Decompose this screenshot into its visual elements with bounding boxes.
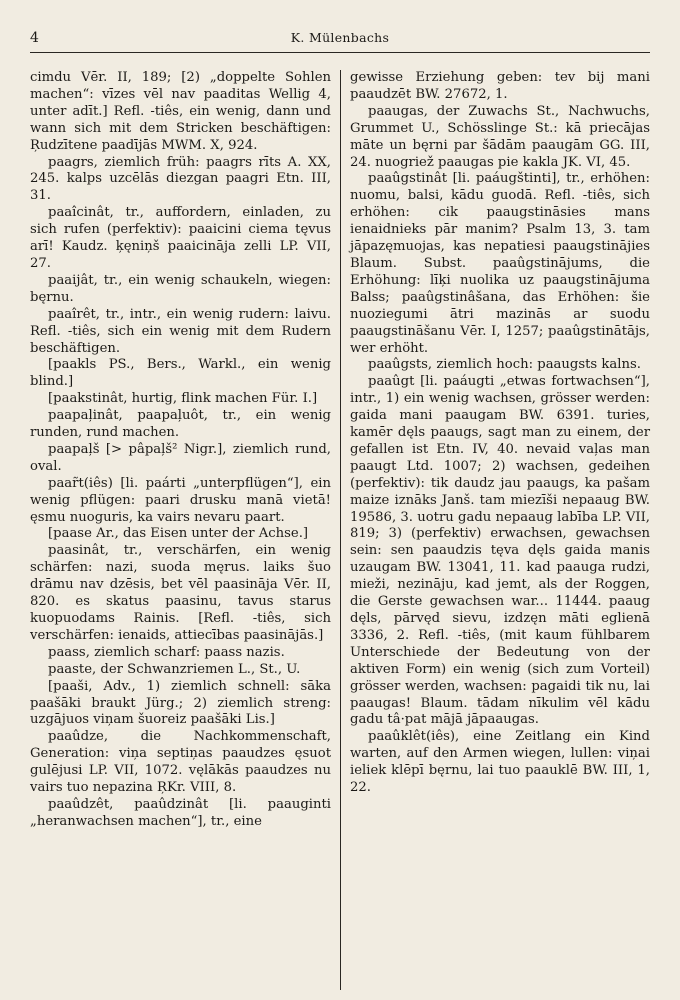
page-number: 4 xyxy=(30,30,39,46)
right-column xyxy=(340,70,650,990)
dictionary-entry: paaûgt [li. paáugti „etwas fortwachsen“], intr., 1) ein wenig wachsen, grösser werden: gaida mani paaugam BW. 6391. turies, kamēr dęls paaugs, sagt man zu einem, der gefallen ist Etn. IV, 40. nevaid vaļas man paaugt Ltd. 1007; 2) wachsen, gedeihen (perfektiv): tik daudz jau paaugs, ka pašam maize iznāks Janš. tam miezīši nepaaug BW. 19586, 3. uotru gadu nepaaug labība LP. VII, 819; 3) (perfektiv) erwachsen, gewachsen sein: sen paaudzis tęva dęls gaida manis uzaugam BW. 13041, 11. kad paauga rudzi, mieži, nezināju, kad jemt, als der Roggen, die Gerste gewachsen war... 11444. paaug dęls, pārvęd sievu, izdzęn māti eglienā 3336, 2. Refl. -tiês, (mit kaum fühlbarem Unterschiede der Bedeutung von der aktiven Form) ein wenig (sich zum Vorteil) grösser werden, wachsen: pagaidi tik nu, lai paaugas! Blaum. tādam nīkulim vēl kādu gadu tâ·pat mājā jāpaaugas. xyxy=(350,374,650,728)
dictionary-entry: paaste, der Schwanzriemen L., St., U. xyxy=(48,661,301,677)
dictionary-entry: paapaļš [> pâpaļš² Nigr.], ziemlich rund, oval. xyxy=(30,441,331,474)
page-header xyxy=(30,30,650,50)
dictionary-entry: paaûgstinât [li. paáugštinti], tr., erhöhen: nuomu, balsi, kādu guodā. Refl. -tiês, sich erhöhen: cik paaugstināsies mans ienaidnieks pār manim? Psalm 13, 3. tam jāpazęmuojas, kas nepatiesi paaugstinājies Blaum. Subst. paaûgstinājums, die Erhöhung: līķi nuolika uz paaugstinājuma Balss; paaûgstinâšana, das Erhöhen: šie nuoziegumi ātri mazinās ar suodu paaugstināšanu Vēr. I, 1257; paaûgstinātājs, wer erhöht. xyxy=(350,171,650,356)
dictionary-entry: paaûklêt(iês), eine Zeitlang ein Kind warten, auf den Armen wiegen, lullen: viņai ieliek klēpī bęrnu, lai tuo paauklē BW. III, 1, 22. xyxy=(350,729,650,796)
dictionary-entry: paass, ziemlich scharf: paass nazis. xyxy=(48,644,285,660)
dictionary-entry: paaîcinât, tr., auffordern, einladen, zu sich rufen (perfektiv): paaicini ciema tęvus arī! Kaudz. ķęniņš paaicināja zelli LP. VII, 27. xyxy=(30,205,331,271)
dictionary-entry: cimdu Vēr. II, 189; [2) „doppelte Sohlen machen“: vīzes vēl nav paaditas Wellig 4, unter adīt.] Refl. -tiês, ein wenig, dann und wann sich mit dem Stricken beschäftigen: Ŗudzītene paadījās MWM. X, 924. xyxy=(30,70,331,153)
dictionary-entry: paagrs, ziemlich früh: paagrs rīts A. XX, 245. kalps uzcēlās diezgan paagri Etn. III, 31. xyxy=(30,154,331,204)
dictionary-entry: paar̃t(iês) [li. paárti „unterpflügen“], ein wenig pflügen: paari drusku manā vietā! ęsmu nuoguris, ka vairs nevaru paart. xyxy=(30,475,331,525)
dictionary-entry: [paase Ar., das Eisen unter der Achse.] xyxy=(48,526,309,542)
two-column-body xyxy=(30,70,650,990)
dictionary-entry: paaûdzêt, paaûdzinât [li. paauginti „heranwachsen machen“], tr., eine xyxy=(30,796,331,829)
dictionary-entry: paapaļinât, paapaļuôt, tr., ein wenig runden, rund machen. xyxy=(30,408,331,441)
running-title: K. Mülenbachs xyxy=(290,30,390,45)
dictionary-entry: paaûgsts, ziemlich hoch: paaugsts kalns. xyxy=(368,357,641,373)
dictionary-entry: paaijât, tr., ein wenig schaukeln, wiegen: bęrnu. xyxy=(30,272,331,305)
dictionary-entry: [paakstinât, hurtig, flink machen Für. I.] xyxy=(48,391,318,407)
dictionary-entry: [paaši, Adv., 1) ziemlich schnell: sāka paašāki braukt Jürg.; 2) ziemlich streng: uzgājuos viņam šuoreiz paašāki Lis.] xyxy=(30,678,331,728)
dictionary-entry: [paakls PS., Bers., Warkl., ein wenig blind.] xyxy=(30,357,331,390)
dictionary-entry: paasinât, tr., verschärfen, ein wenig schärfen: nazi, suoda męrus. laiks šuo drāmu nav dzēsis, bet vēl paasināja Vēr. II, 820. es skatus paasinu, tavus starus kuopuodams Rainis. [Refl. -tiês, sich verschärfen: ienaids, attiecības paasinājās.] xyxy=(30,543,331,643)
dictionary-entry: gewisse Erziehung geben: tev bij mani paaudzēt BW. 27672, 1. xyxy=(350,70,650,102)
dictionary-entry: paaîrêt, tr., intr., ein wenig rudern: laivu. Refl. -tiês, sich ein wenig mit dem Rudern beschäftigen. xyxy=(30,306,331,356)
left-column xyxy=(30,70,340,990)
header-rule xyxy=(30,52,650,53)
dictionary-entry: paaugas, der Zuwachs St., Nachwuchs, Grummet U., Schösslinge St.: kā priecājas māte un bęrni par šādām paaugām GG. III, 24. nuogriež paaugas pie kakla JK. VI, 45. xyxy=(350,103,650,170)
dictionary-entry: paaûdze, die Nachkommenschaft, Generation: viņa septiņas paaudzes ęsuot gulējusi LP. VII, 1072. vęlākās paaudzes nu vairs tuo nepazina ŖKr. VIII, 8. xyxy=(30,729,331,796)
